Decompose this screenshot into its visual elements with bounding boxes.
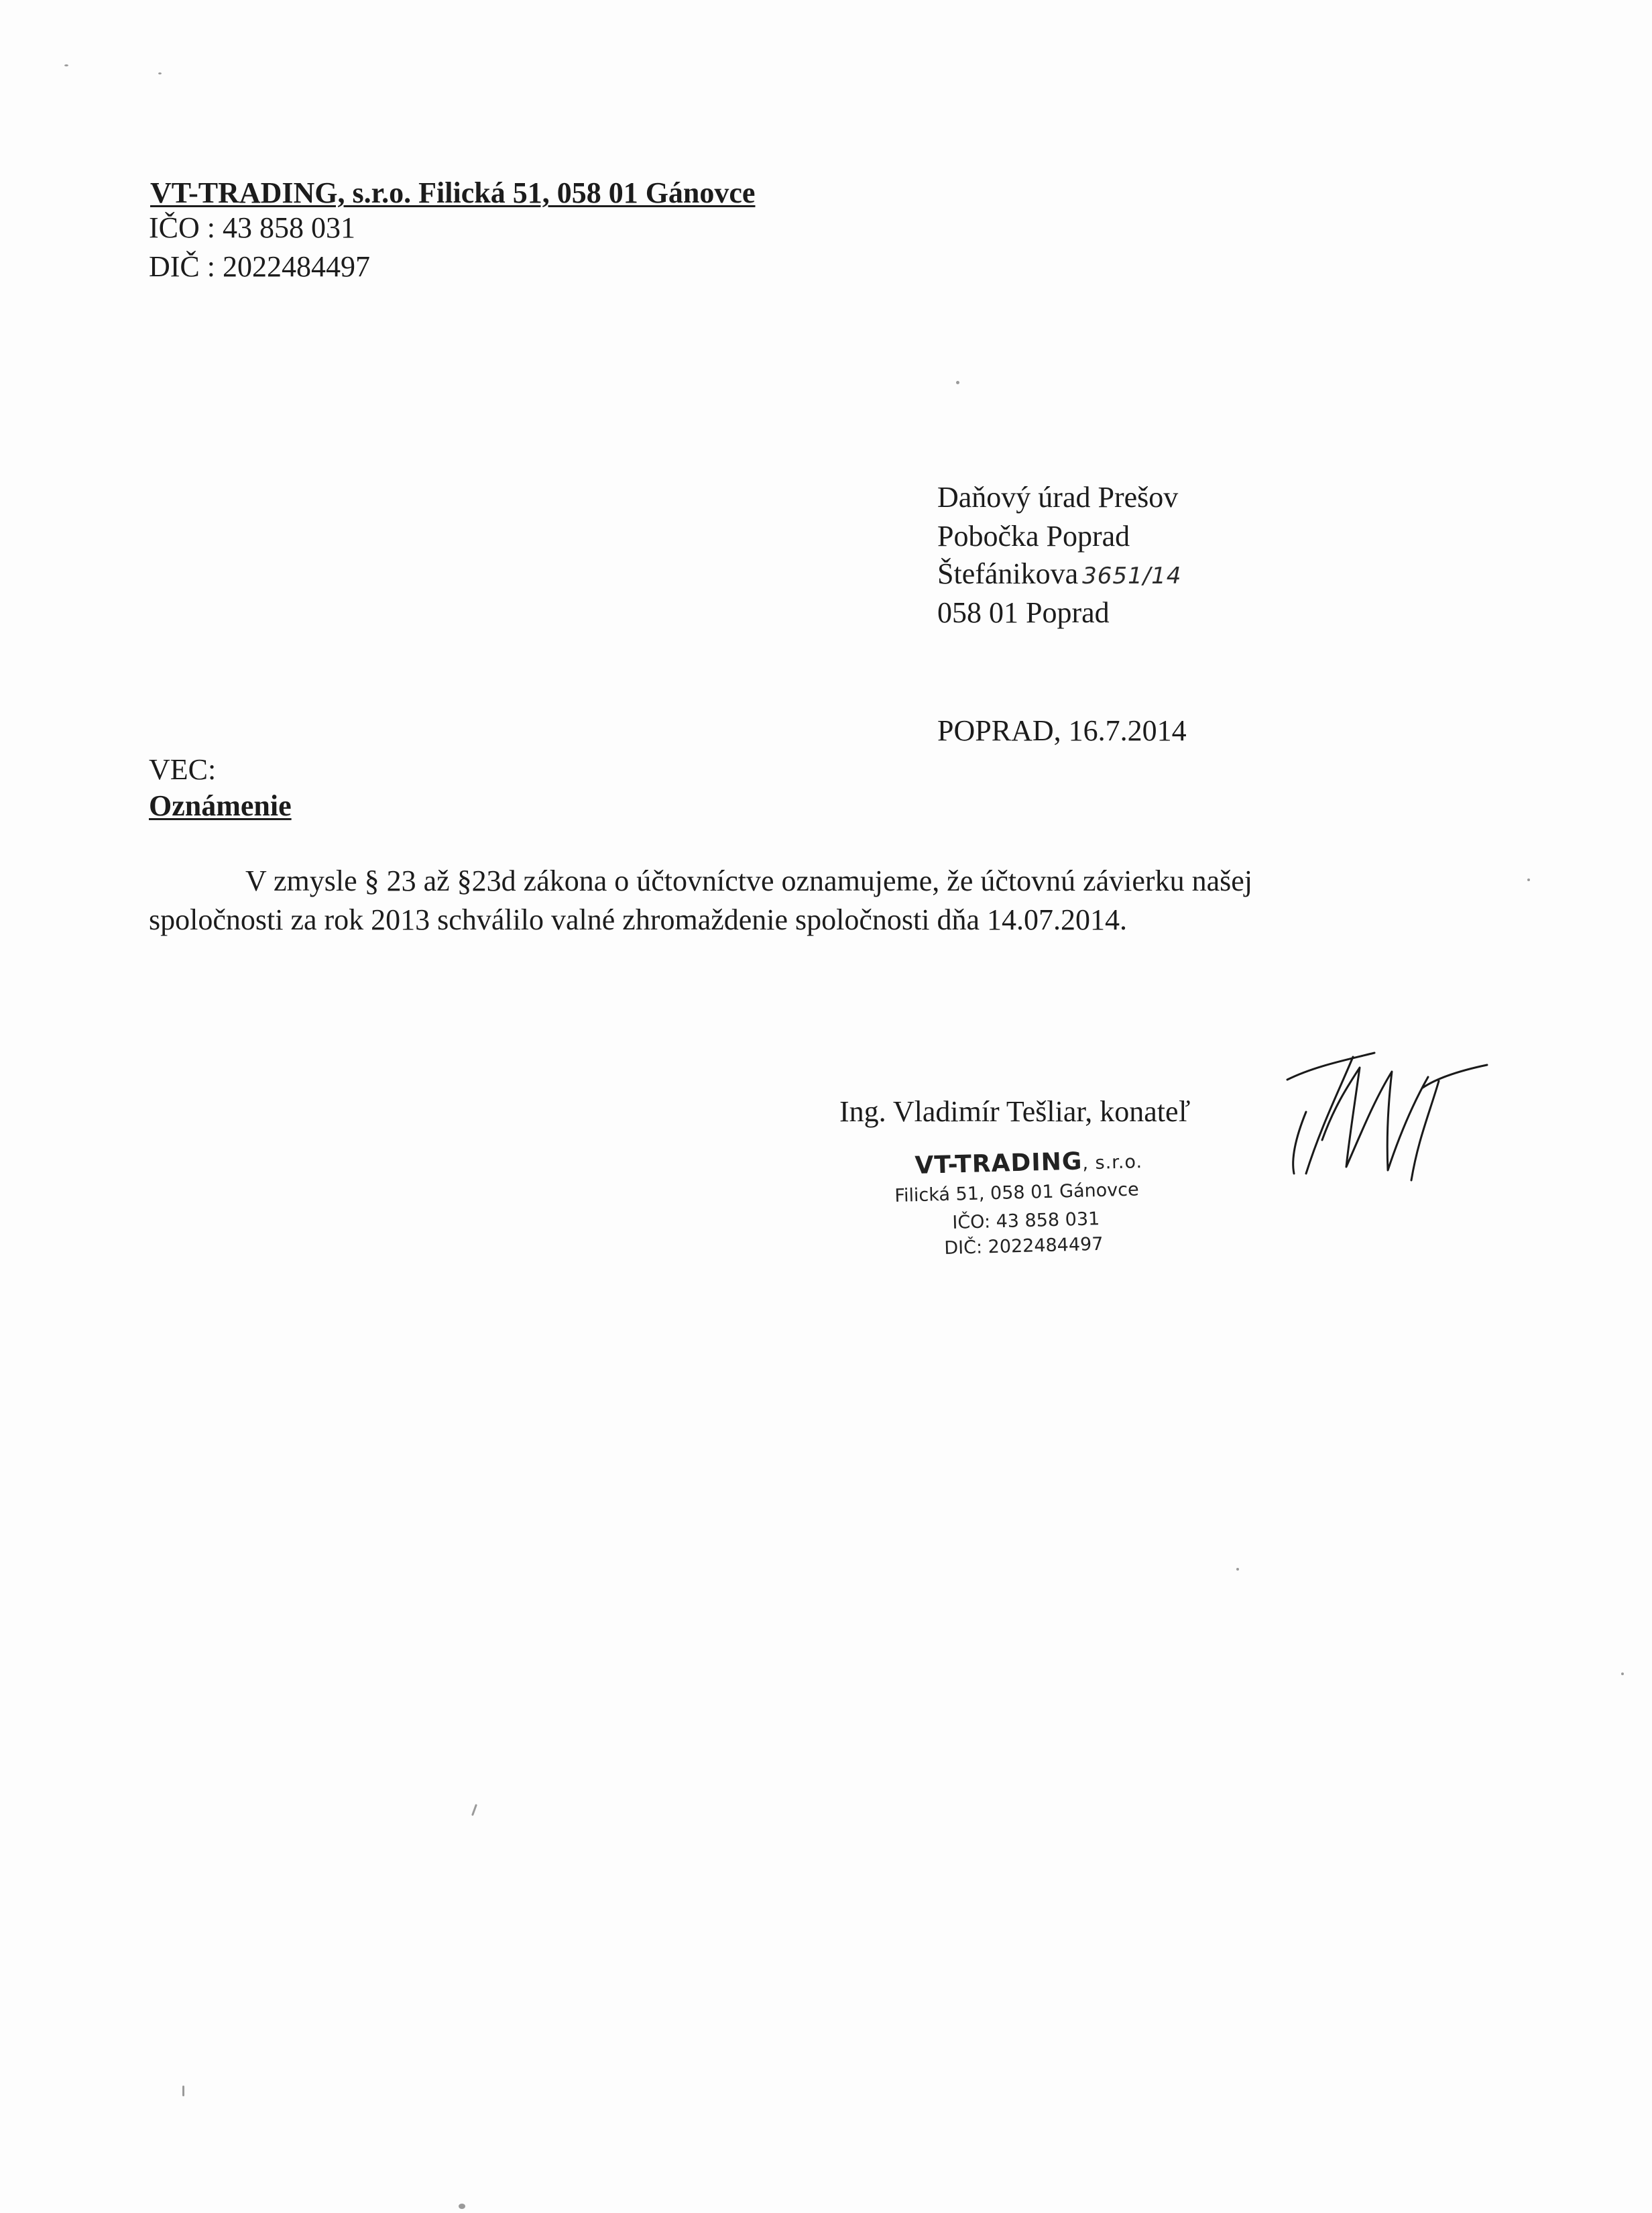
recipient-line3	[937, 557, 1181, 592]
scan-speck	[1621, 1672, 1624, 1675]
scan-speck	[158, 72, 162, 74]
stamp-dic: DIČ: 2022484497	[944, 1233, 1104, 1259]
scan-speck	[459, 2204, 465, 2209]
company-stamp	[914, 1146, 1142, 1180]
recipient-line2: Pobočka Poprad	[937, 520, 1130, 553]
scan-speck	[1527, 878, 1530, 881]
recipient-line4: 058 01 Poprad	[937, 596, 1110, 629]
stamp-suffix: , s.r.o.	[1081, 1151, 1143, 1174]
stamp-company: VT-TRADING	[914, 1147, 1083, 1180]
scan-speck	[1236, 1568, 1239, 1571]
sender-header: VT-TRADING, s.r.o. Filická 51, 058 01 Gánovce	[150, 176, 756, 209]
scan-speck	[64, 64, 68, 66]
scan-speck	[182, 2086, 184, 2096]
subject-label: VEC:	[149, 753, 217, 786]
scan-speck	[956, 381, 959, 384]
sender-dic: DIČ : 2022484497	[149, 250, 370, 283]
stamp-address: Filická 51, 058 01 Gánovce	[894, 1179, 1140, 1206]
signatory: Ing. Vladimír Tešliar, konateľ	[839, 1095, 1191, 1128]
sender-ico: IČO : 43 858 031	[149, 211, 355, 244]
handwritten-signature-icon	[1274, 1033, 1515, 1194]
handwritten-reference: 3651/14	[1082, 563, 1182, 589]
stamp-ico: IČO: 43 858 031	[952, 1208, 1100, 1233]
scan-speck	[471, 1804, 477, 1816]
date-place: POPRAD, 16.7.2014	[937, 714, 1187, 747]
subject-title: Oznámenie	[149, 789, 292, 822]
recipient-line1: Daňový úrad Prešov	[937, 481, 1179, 514]
stamp-company-line	[914, 1146, 1142, 1180]
body-line1: V zmysle § 23 až §23d zákona o účtovníctve oznamujeme, že účtovnú závierku našej	[245, 864, 1252, 897]
body-line2: spoločnosti za rok 2013 schválilo valné zhromaždenie spoločnosti dňa 14.07.2014.	[149, 903, 1128, 936]
recipient-street: Štefánikova	[937, 557, 1079, 590]
